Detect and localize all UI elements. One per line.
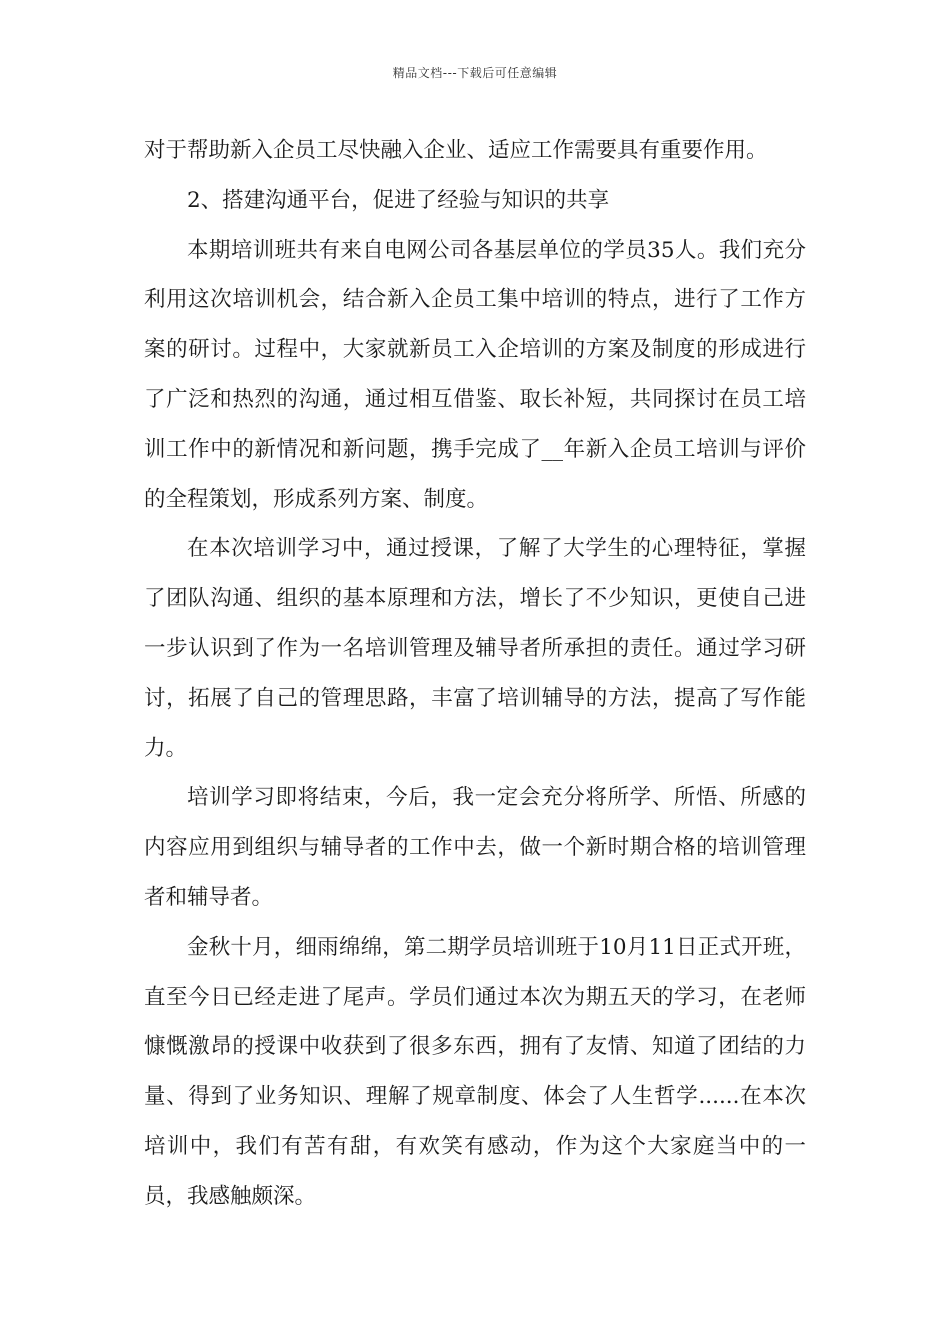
document-body <box>144 126 806 1222</box>
paragraph-5: 培训学习即将结束，今后，我一定会充分将所学、所悟、所感的内容应用到组织与辅导者的工作中去，做一个新时期合格的培训管理者和辅导者。 <box>144 785 806 910</box>
paragraph-4: 在本次培训学习中，通过授课，了解了大学生的心理特征，掌握了团队沟通、组织的基本原理和方法，增长了不少知识，更使自己进一步认识到了作为一名培训管理及辅导者所承担的责任。通过学习研讨，拓展了自己的管理思路，丰富了培训辅导的方法，提高了写作能力。 <box>144 536 806 761</box>
paragraph-2-heading: 2、搭建沟通平台，促进了经验与知识的共享 <box>187 187 610 213</box>
paragraph-6: 金秋十月，细雨绵绵，第二期学员培训班于10月11日正式开班，直至今日已经走进了尾声。学员们通过本次为期五天的学习，在老师慷慨激昂的授课中收获到了很多东西，拥有了友情、知道了团结的力量、得到了业务知识、理解了规章制度、体会了人生哲学......在本次培训中，我们有苦有甜，有欢笑有感动，作为这个大家庭当中的一员，我感触颇深。 <box>144 934 806 1209</box>
paragraph-1: 对于帮助新入企员工尽快融入企业、适应工作需要具有重要作用。 <box>144 138 768 163</box>
page-header: 精品文档---下载后可任意编辑 <box>392 66 558 80</box>
paragraph-3: 本期培训班共有来自电网公司各基层单位的学员35人。我们充分利用这次培训机会，结合新入企员工集中培训的特点，进行了工作方案的研讨。过程中，大家就新员工入企培训的方案及制度的形成进行了广泛和热烈的沟通，通过相互借鉴、取长补短，共同探讨在员工培训工作中的新情况和新问题，携手完成了__年新入企员工培训与评价的全程策划，形成系列方案、制度。 <box>144 237 806 512</box>
